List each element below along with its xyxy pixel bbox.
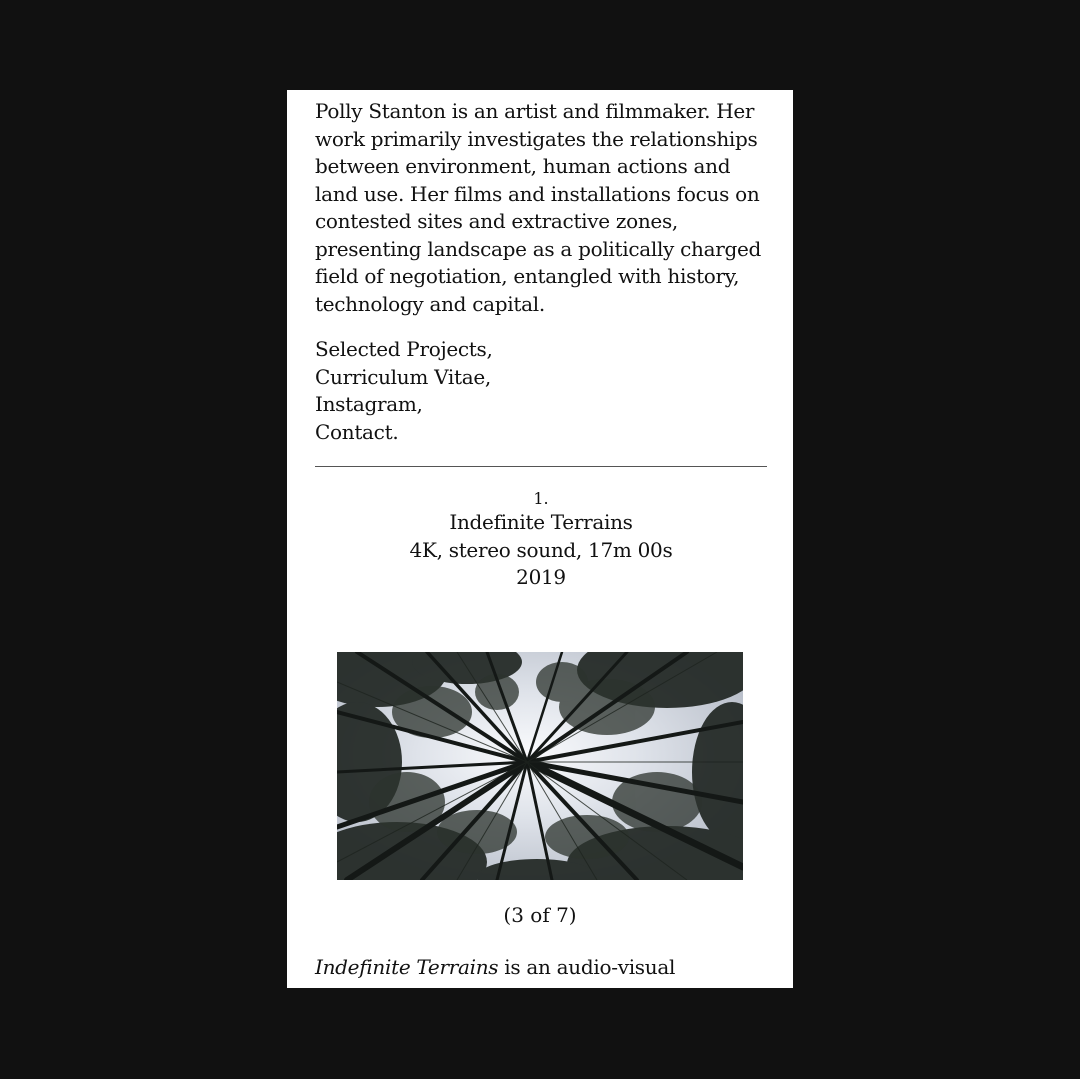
project-number: 1. [533,489,549,508]
project-format: 4K, stereo sound, 17m 00s [409,537,673,562]
nav-item-selected-projects [315,336,767,364]
project-header [315,489,767,592]
forest-canopy-image [337,652,743,880]
project-title: Indefinite Terrains [449,510,633,534]
nav-item-instagram [315,391,767,419]
content-column [315,98,767,592]
section-divider [315,466,767,467]
page-viewport [287,90,793,988]
project-year: 2019 [516,565,566,589]
artist-bio: Polly Stanton is an artist and filmmaker. Her work primarily investigates the relationships between environment, human actions and land use. Her films and installations focus on contested sites and extractive zones, presenting landscape as a politically charged field of negotiation, entangled with history, technology and capital. [315,99,762,316]
site-nav [315,336,767,446]
nav-item-contact [315,419,767,447]
nav-item-curriculum-vitae [315,364,767,392]
description-title: Indefinite Terrains [315,955,499,979]
description-text: is an audio-visual [498,955,676,979]
project-description [315,954,767,982]
nav-link-curriculum-vitae[interactable]: Curriculum Vitae, [315,364,491,389]
nav-link-contact[interactable]: Contact. [315,419,399,444]
nav-link-instagram[interactable]: Instagram, [315,392,423,416]
nav-link-selected-projects[interactable]: Selected Projects, [315,337,493,361]
image-counter: (3 of 7) [503,903,577,927]
project-still-image[interactable] [337,652,743,880]
